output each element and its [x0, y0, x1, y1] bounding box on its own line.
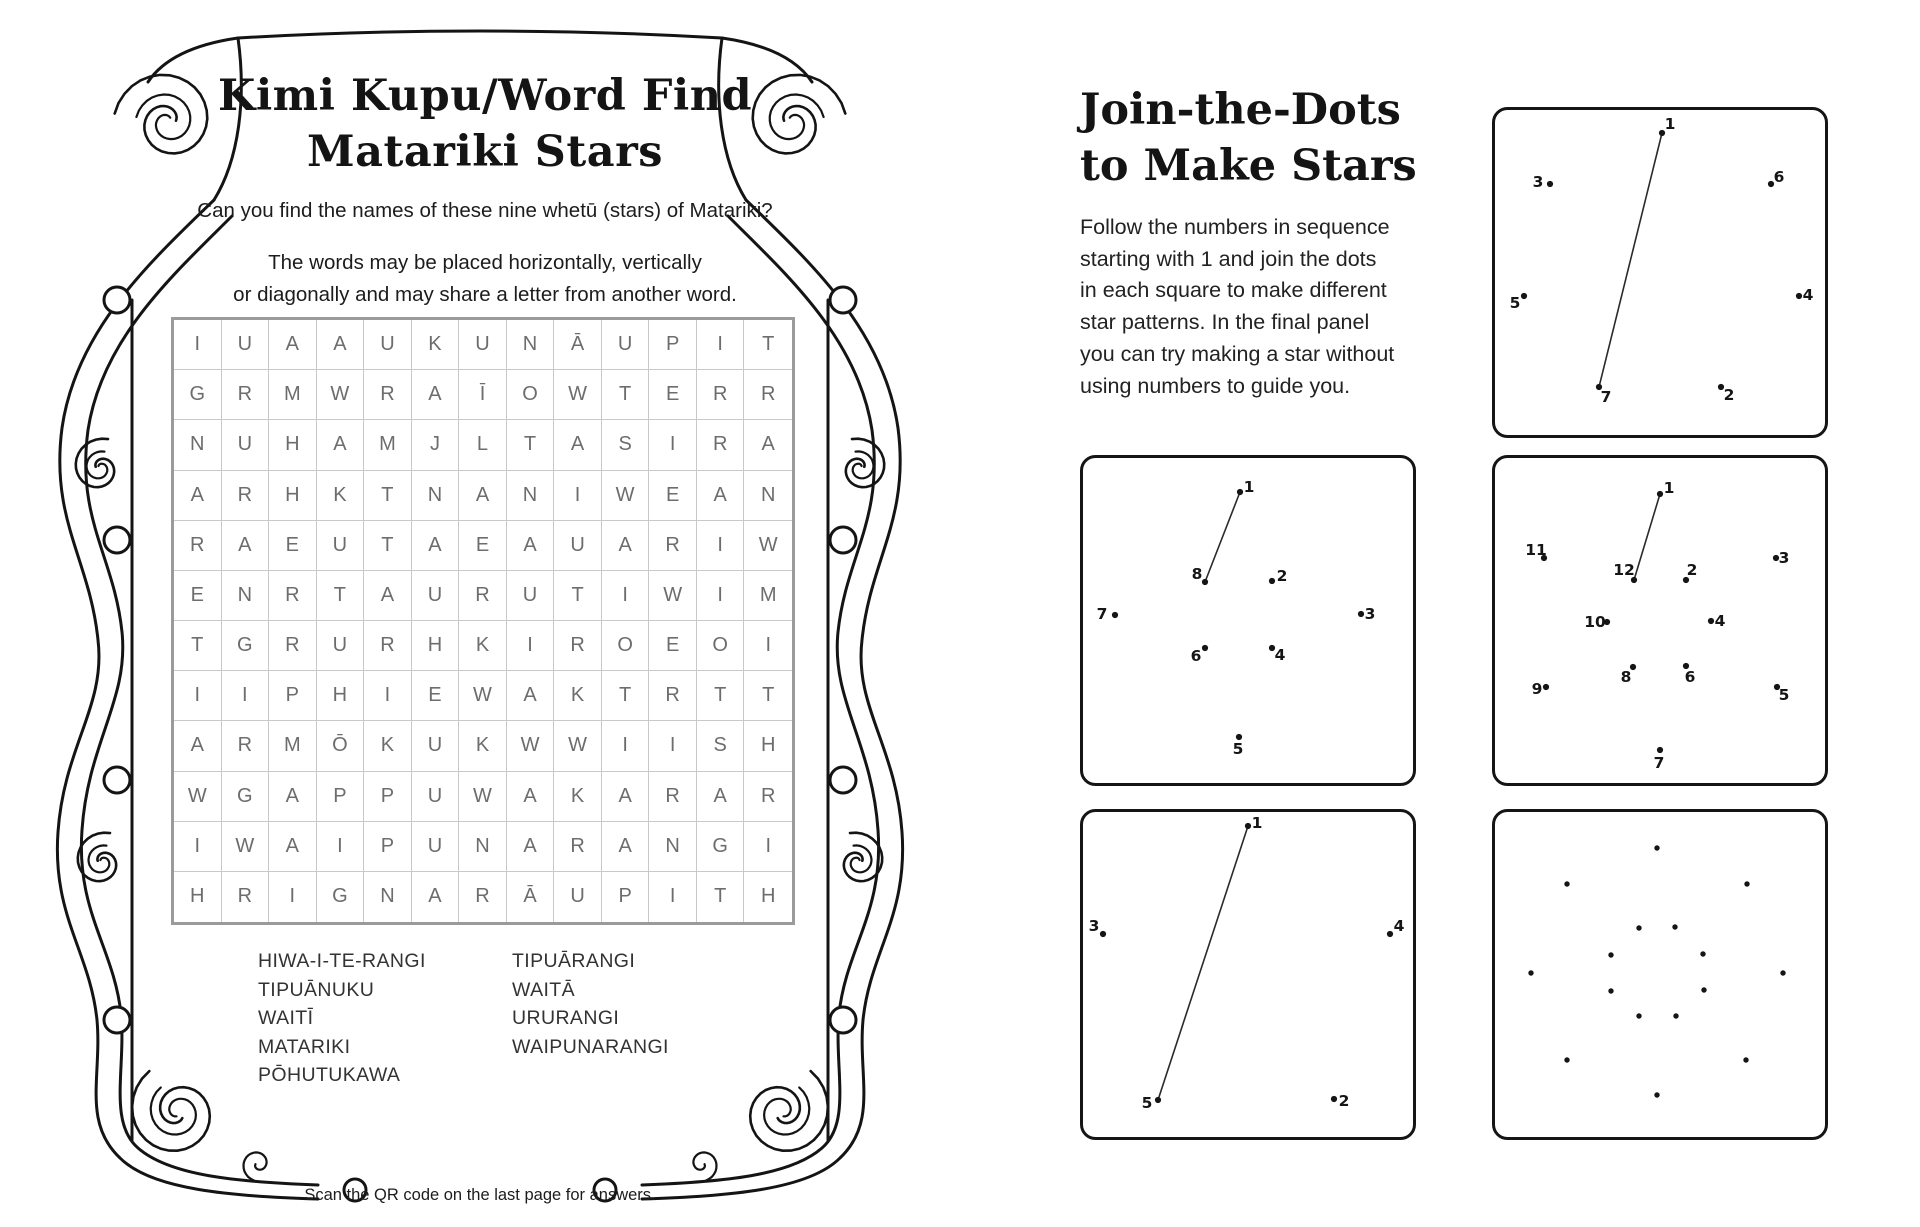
dot [1331, 1096, 1337, 1102]
grid-cell: W [507, 721, 555, 771]
word-list-item: HIWA-I-TE-RANGI [258, 950, 426, 972]
instructions-line2: or diagonally and may share a letter from another word. [233, 283, 737, 306]
grid-cell: U [602, 320, 650, 370]
grid-cell: A [697, 471, 745, 521]
instructions-line: you can try making a star without [1080, 341, 1395, 366]
grid-cell: I [697, 521, 745, 571]
dot-number-label: 2 [1723, 386, 1735, 404]
grid-cell: Ī [459, 370, 507, 420]
word-list-item: URURANGI [512, 1007, 620, 1030]
dot-number-label: 5 [1232, 740, 1244, 758]
grid-cell: I [269, 872, 317, 922]
dot-number-label: 7 [1096, 605, 1108, 623]
instructions-line: starting with 1 and join the dots [1080, 246, 1377, 271]
grid-cell: H [744, 721, 792, 771]
grid-cell: A [412, 872, 460, 922]
dot-number-label: 12 [1613, 561, 1635, 579]
grid-cell: E [459, 521, 507, 571]
dot [1708, 618, 1714, 624]
grid-cell: N [507, 320, 555, 370]
dot-number-label: 3 [1364, 605, 1376, 623]
dots-panel-twelve-dot-star [1491, 454, 1829, 787]
grid-cell: T [744, 320, 792, 370]
dot [1528, 970, 1533, 975]
grid-cell: E [649, 370, 697, 420]
grid-cell: I [174, 822, 222, 872]
dot-number-label: 4 [1274, 646, 1286, 664]
join-the-dots-title-line2: to Make Stars [1080, 141, 1417, 191]
grid-cell: W [554, 370, 602, 420]
grid-cell: R [649, 521, 697, 571]
grid-cell: H [174, 872, 222, 922]
dot-number-label: 3 [1532, 173, 1544, 191]
grid-cell: K [554, 772, 602, 822]
grid-cell: A [602, 772, 650, 822]
grid-cell: A [412, 521, 460, 571]
grid-cell: K [459, 721, 507, 771]
grid-cell: P [269, 671, 317, 721]
example-join-line [1158, 826, 1248, 1100]
example-join-line [1205, 492, 1240, 582]
grid-cell: R [744, 772, 792, 822]
grid-cell: P [649, 320, 697, 370]
grid-cell: A [269, 822, 317, 872]
grid-cell: A [507, 822, 555, 872]
panel-border [1082, 811, 1415, 1139]
grid-cell: E [174, 571, 222, 621]
example-join-line [1599, 133, 1662, 387]
grid-cell: G [317, 872, 365, 922]
dot-number-label: 8 [1191, 565, 1203, 583]
grid-cell: I [649, 420, 697, 470]
grid-cell: U [412, 721, 460, 771]
grid-cell: T [364, 521, 412, 571]
grid-cell: K [317, 471, 365, 521]
dot [1654, 845, 1659, 850]
grid-cell: W [459, 671, 507, 721]
grid-cell: J [412, 420, 460, 470]
dot [1521, 293, 1527, 299]
dot-number-label: 1 [1664, 115, 1676, 133]
dot [1657, 491, 1663, 497]
grid-cell: N [222, 571, 270, 621]
grid-cell: A [269, 320, 317, 370]
grid-cell: I [554, 471, 602, 521]
grid-cell: P [364, 772, 412, 822]
grid-cell: G [174, 370, 222, 420]
grid-cell: E [412, 671, 460, 721]
grid-cell: I [222, 671, 270, 721]
koru-curve [244, 1152, 267, 1180]
grid-cell: E [649, 471, 697, 521]
grid-cell: I [364, 671, 412, 721]
koru-curve [78, 833, 116, 882]
grid-cell: A [317, 320, 365, 370]
grid-cell: W [602, 471, 650, 521]
grid-cell: E [269, 521, 317, 571]
grid-cell: A [554, 420, 602, 470]
grid-cell: G [222, 621, 270, 671]
dots-panel-seven-dot-star [1491, 106, 1829, 439]
grid-cell: A [317, 420, 365, 470]
dot [1202, 579, 1208, 585]
word-find-title-line1: Kimi Kupu/Word Find [217, 71, 753, 121]
grid-cell: R [364, 370, 412, 420]
word-list-item: WAITĪ [258, 1007, 314, 1030]
grid-cell: R [744, 370, 792, 420]
grid-cell: M [269, 721, 317, 771]
dot-number-label: 7 [1653, 754, 1665, 772]
grid-cell: A [507, 671, 555, 721]
koru-curve [132, 1071, 210, 1151]
koru-circle [104, 527, 130, 553]
join-the-dots-title [1080, 82, 1417, 194]
grid-cell: N [364, 872, 412, 922]
instructions-line1: The words may be placed horizontally, vertically [268, 251, 702, 274]
dot [1796, 293, 1802, 299]
grid-cell: W [554, 721, 602, 771]
grid-cell: P [364, 822, 412, 872]
grid-cell: T [602, 671, 650, 721]
grid-cell: A [174, 721, 222, 771]
grid-cell: A [412, 370, 460, 420]
grid-cell: I [697, 320, 745, 370]
grid-cell: K [459, 621, 507, 671]
grid-cell: A [364, 571, 412, 621]
grid-cell: A [174, 471, 222, 521]
grid-cell: M [269, 370, 317, 420]
word-find-title [135, 68, 835, 180]
grid-cell: Ō [317, 721, 365, 771]
dot [1202, 645, 1208, 651]
grid-cell: A [744, 420, 792, 470]
word-find-subtitle: Can you find the names of these nine whetū (stars) of Matariki? [197, 199, 773, 222]
grid-cell: A [697, 772, 745, 822]
grid-cell: I [174, 671, 222, 721]
grid-cell: R [459, 872, 507, 922]
dot [1608, 988, 1613, 993]
grid-cell: O [602, 621, 650, 671]
dot [1358, 611, 1364, 617]
grid-cell: H [317, 671, 365, 721]
grid-cell: R [269, 621, 317, 671]
grid-cell: M [744, 571, 792, 621]
word-list-item: WAITĀ [512, 978, 576, 1001]
dot [1700, 951, 1705, 956]
instructions-line: in each square to make different [1080, 278, 1387, 303]
word-list-item: PŌHUTUKAWA [258, 1064, 401, 1087]
word-list-item: TIPUĀNUKU [258, 978, 375, 1001]
word-find-instructions [110, 247, 860, 311]
grid-cell: R [697, 420, 745, 470]
dot-number-label: 1 [1251, 814, 1263, 832]
grid-cell: U [317, 621, 365, 671]
grid-cell: H [269, 471, 317, 521]
grid-cell: N [412, 471, 460, 521]
word-list-column-1 [258, 947, 426, 1090]
dot [1112, 612, 1118, 618]
grid-cell: O [697, 621, 745, 671]
grid-cell: K [554, 671, 602, 721]
dot [1673, 1013, 1678, 1018]
koru-circle [104, 767, 130, 793]
grid-cell: N [744, 471, 792, 521]
dot [1387, 931, 1393, 937]
grid-cell: T [317, 571, 365, 621]
grid-cell: S [602, 420, 650, 470]
grid-cell: T [697, 671, 745, 721]
grid-cell: O [507, 370, 555, 420]
grid-cell: R [554, 621, 602, 671]
word-list-item: WAIPUNARANGI [512, 1035, 669, 1058]
grid-cell: E [649, 621, 697, 671]
koru-curve [151, 1088, 196, 1135]
dot [1245, 823, 1251, 829]
dot [1547, 181, 1553, 187]
grid-cell: H [760, 885, 776, 908]
grid-cell: R [364, 621, 412, 671]
koru-circle [104, 1007, 130, 1033]
grid-cell: A [507, 521, 555, 571]
dots-panel-five-dot-star [1079, 808, 1417, 1141]
qr-answers-note: Scan the QR code on the last page for answers. [304, 1186, 656, 1204]
dot-number-label: 1 [1663, 479, 1675, 497]
dot [1657, 747, 1663, 753]
grid-cell: A [602, 822, 650, 872]
join-the-dots-title-line1: Join-the-Dots [1080, 85, 1401, 135]
grid-cell: R [174, 521, 222, 571]
grid-cell: W [649, 571, 697, 621]
grid-cell: T [602, 370, 650, 420]
grid-cell: T [744, 671, 792, 721]
dot-number-label: 2 [1276, 567, 1288, 585]
grid-cell: U [222, 420, 270, 470]
grid-cell: U [222, 320, 270, 370]
dots-panel-unnumbered-star [1491, 808, 1829, 1141]
word-list-column-2 [512, 947, 669, 1061]
grid-cell: U [554, 872, 602, 922]
koru-curve [76, 439, 114, 488]
grid-cell: N [174, 420, 222, 470]
grid-cell: N [507, 471, 555, 521]
dot-number-label: 11 [1525, 541, 1547, 559]
dot [1100, 931, 1106, 937]
grid-cell: W [744, 521, 792, 571]
dot [1636, 1013, 1641, 1018]
grid-cell: H [412, 621, 460, 671]
grid-cell: R [649, 671, 697, 721]
grid-cell: T [507, 420, 555, 470]
grid-cell: R [222, 370, 270, 420]
grid-cell: K [412, 320, 460, 370]
panel-border [1494, 109, 1827, 437]
dot [1269, 578, 1275, 584]
grid-cell: G [222, 772, 270, 822]
dot [1780, 970, 1785, 975]
grid-cell: H [269, 420, 317, 470]
dot-number-label: 7 [1600, 388, 1612, 406]
dot-number-label: 1 [1243, 478, 1255, 496]
dot-number-label: 4 [1802, 286, 1814, 304]
grid-cell: R [222, 872, 270, 922]
dot-number-label: 6 [1773, 168, 1785, 186]
grid-cell: I [174, 320, 222, 370]
grid-cell: N [459, 822, 507, 872]
grid-cell: U [412, 571, 460, 621]
grid-cell: N [649, 822, 697, 872]
dot [1155, 1097, 1161, 1103]
grid-cell: I [649, 721, 697, 771]
dot [1564, 1057, 1569, 1062]
grid-cell: W [222, 822, 270, 872]
grid-cell: I [649, 872, 697, 922]
dot-number-label: 6 [1684, 668, 1696, 686]
grid-cell: I [602, 721, 650, 771]
dot [1672, 924, 1677, 929]
dot-number-label: 5 [1778, 686, 1790, 704]
dot [1743, 1057, 1748, 1062]
grid-cell: T [697, 872, 745, 922]
grid-cell: A [269, 772, 317, 822]
grid-cell: W [459, 772, 507, 822]
dot-number-label: 4 [1393, 917, 1405, 935]
grid-cell: W [174, 772, 222, 822]
join-the-dots-instructions [1080, 212, 1394, 402]
grid-cell: K [364, 721, 412, 771]
grid-cell: T [554, 571, 602, 621]
dot-number-label: 5 [1141, 1094, 1153, 1112]
word-search-grid [171, 317, 795, 925]
grid-cell: G [697, 822, 745, 872]
grid-cell: U [459, 320, 507, 370]
grid-cell: I [317, 822, 365, 872]
dot [1701, 987, 1706, 992]
dots-panel-eight-dot-star [1079, 454, 1417, 787]
grid-cell: U [364, 320, 412, 370]
grid-cell: A [507, 772, 555, 822]
grid-cell: A [602, 521, 650, 571]
dot-number-label: 2 [1686, 561, 1698, 579]
grid-cell: M [364, 420, 412, 470]
dot [1744, 881, 1749, 886]
grid-cell: L [459, 420, 507, 470]
grid-cell: R [222, 721, 270, 771]
dot-number-label: 6 [1190, 647, 1202, 665]
word-list-item: MATARIKI [258, 1035, 351, 1058]
grid-cell: U [412, 772, 460, 822]
dot-number-label: 10 [1584, 613, 1606, 631]
grid-cell: U [317, 521, 365, 571]
koru-curve [87, 451, 108, 478]
dot-number-label: 9 [1531, 680, 1543, 698]
grid-cell: R [697, 370, 745, 420]
instructions-line: star patterns. In the final panel [1080, 310, 1370, 335]
grid-cell: U [412, 822, 460, 872]
grid-cell: P [602, 872, 650, 922]
grid-cell: T [364, 471, 412, 521]
word-find-title-line2: Matariki Stars [307, 127, 663, 177]
grid-cell: R [269, 571, 317, 621]
dot-number-label: 3 [1088, 917, 1100, 935]
instructions-line: using numbers to guide you. [1080, 373, 1351, 398]
dot [1608, 952, 1613, 957]
panel-border [1494, 457, 1827, 785]
dot-number-label: 8 [1620, 668, 1632, 686]
dot [1564, 881, 1569, 886]
grid-cell: I [507, 621, 555, 671]
grid-cell: Ā [554, 320, 602, 370]
koru-curve [89, 845, 110, 872]
grid-cell: R [649, 772, 697, 822]
instructions-line: Follow the numbers in sequence [1080, 215, 1390, 239]
panel-border [1494, 811, 1827, 1139]
example-join-line [1634, 494, 1660, 580]
dot [1654, 1092, 1659, 1097]
dot-number-label: 2 [1338, 1092, 1350, 1110]
grid-cell: U [554, 521, 602, 571]
dot [1543, 684, 1549, 690]
grid-cell: T [174, 621, 222, 671]
grid-cell: U [507, 571, 555, 621]
grid-cell: A [222, 521, 270, 571]
grid-cell: I [744, 822, 792, 872]
grid-cell: W [317, 370, 365, 420]
grid-cell: I [602, 571, 650, 621]
dot-number-label: 5 [1509, 294, 1521, 312]
grid-cell: I [697, 571, 745, 621]
dot [1237, 489, 1243, 495]
dot-number-label: 4 [1714, 612, 1726, 630]
grid-cell: A [459, 471, 507, 521]
grid-cell: I [744, 621, 792, 671]
grid-cell: Ā [507, 872, 555, 922]
grid-cell: R [222, 471, 270, 521]
grid-cell: S [697, 721, 745, 771]
dot [1636, 925, 1641, 930]
word-list-item: TIPUĀRANGI [512, 950, 636, 972]
grid-cell: R [554, 822, 602, 872]
grid-cell: P [317, 772, 365, 822]
dot-number-label: 3 [1778, 549, 1790, 567]
grid-cell: R [459, 571, 507, 621]
